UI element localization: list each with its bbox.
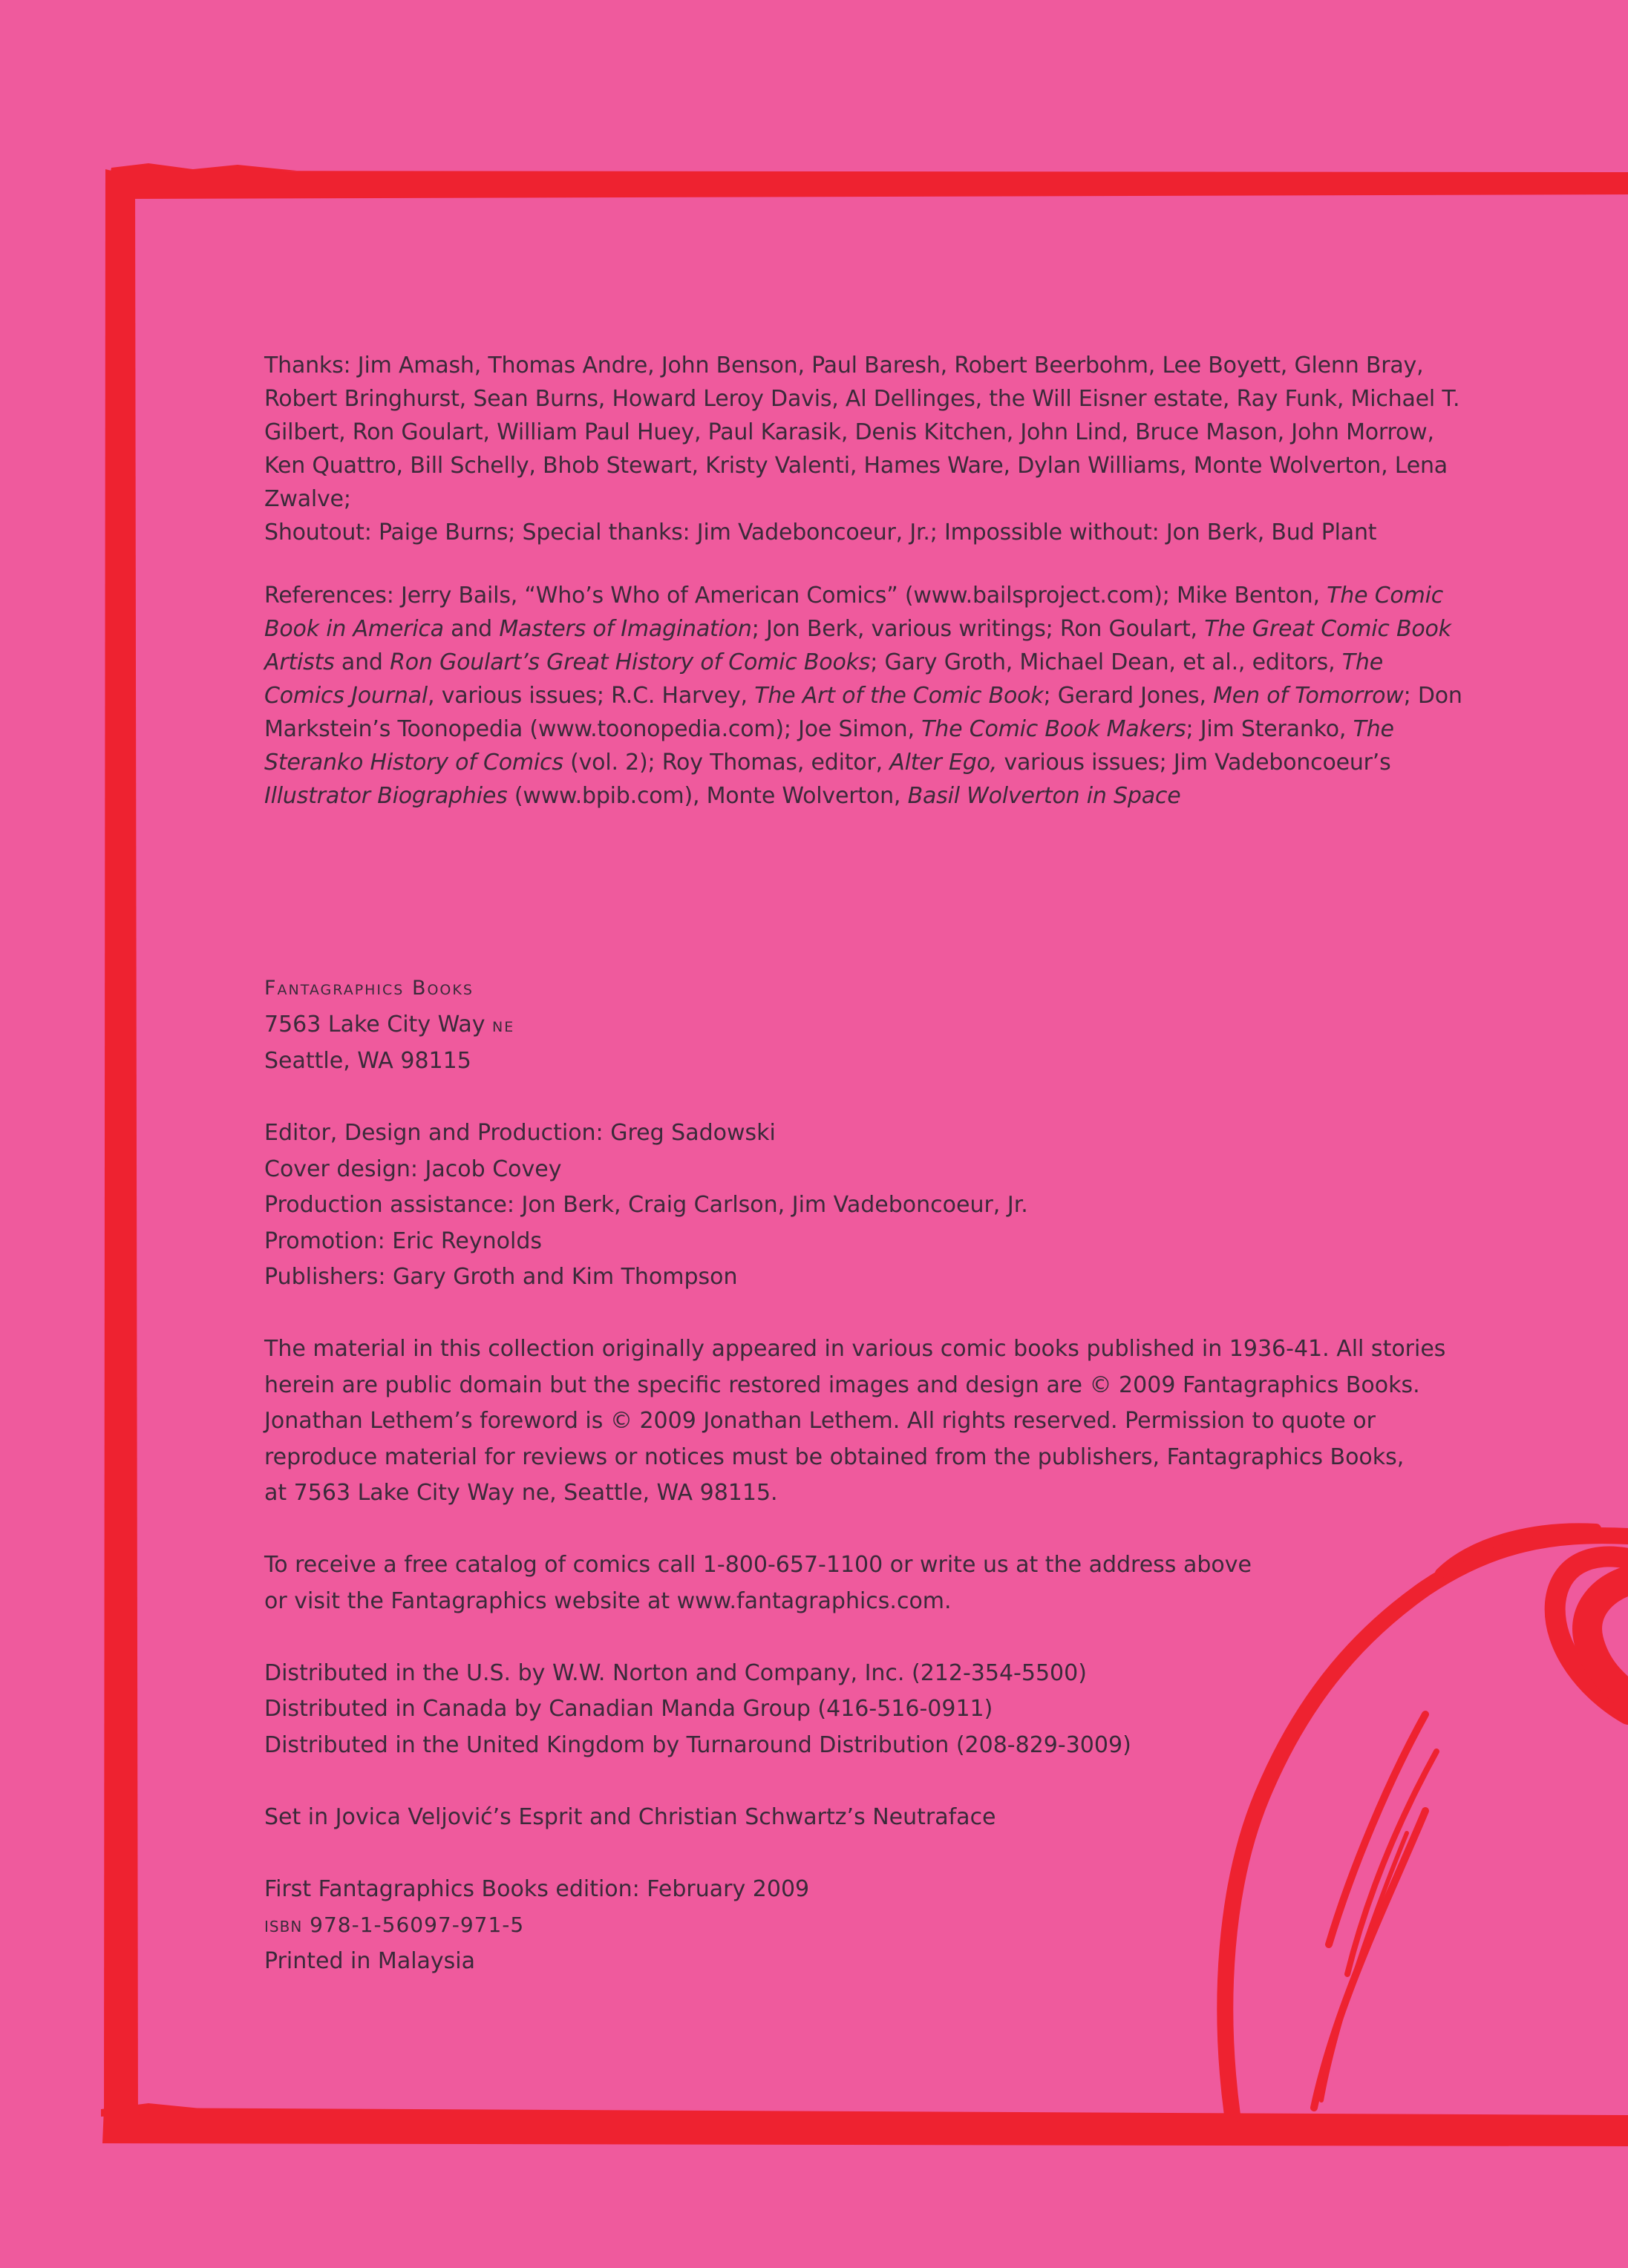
reference-title: The Comics Journal <box>264 649 1383 709</box>
publisher-address-line2: Seattle, WA 98115 <box>264 1048 471 1074</box>
credit-line: Editor, Design and Production: Greg Sadowski <box>264 1120 776 1146</box>
colophon-section <box>264 971 1467 1979</box>
printed-in: Printed in Malaysia <box>264 1947 476 1974</box>
reference-text: ; Don Markstein’s Toonopedia (www.toonopedia.com); Joe Simon, <box>264 683 1462 742</box>
reference-text: (www.bpib.com), Monte Wolverton, <box>507 783 908 809</box>
acknowledgements-section <box>264 349 1467 842</box>
distribution-line: Distributed in the U.S. by W.W. Norton and Company, Inc. (212-354-5500) <box>264 1659 1087 1686</box>
first-edition: First Fantagraphics Books edition: February 2009 <box>264 1875 810 1902</box>
reference-title: Alter Ego, <box>889 750 998 776</box>
copyright-line: at 7563 Lake City Way ne, Seattle, WA 98115. <box>264 1480 778 1506</box>
thanks-label: Thanks: <box>264 353 351 378</box>
reference-title: The Comic Book in America <box>264 583 1444 642</box>
shoutout-line: Shoutout: Paige Burns; Special thanks: Jim Vadeboncoeur, Jr.; Impossible without: Jon Berk, Bud Plant <box>264 520 1377 545</box>
copyright-line: reproduce material for reviews or notices must be obtained from the publishers, Fantagraphics Books, <box>264 1443 1405 1470</box>
reference-title: Men of Tomorrow <box>1213 683 1404 709</box>
credit-line: Production assistance: Jon Berk, Craig Carlson, Jim Vadeboncoeur, Jr. <box>264 1192 1028 1218</box>
copyright-line: The material in this collection originally appeared in various comic books published in 1936-41. All stories <box>264 1336 1446 1362</box>
reference-text: and <box>443 616 500 642</box>
reference-text: and <box>334 649 390 675</box>
catalog-line: To receive a free catalog of comics call 1-800-657-1100 or write us at the address above <box>264 1552 1252 1578</box>
reference-title: The Art of the Comic Book <box>754 683 1044 709</box>
reference-text: (vol. 2); Roy Thomas, editor, <box>563 750 890 776</box>
reference-title: Ron Goulart’s Great History of Comic Books <box>390 649 871 675</box>
address-ne: ne <box>492 1013 515 1037</box>
reference-text: , various issues; R.C. Harvey, <box>428 683 755 709</box>
publisher-address-line1: 7563 Lake City Way ne <box>264 1011 515 1038</box>
credit-line: Cover design: Jacob Covey <box>264 1156 562 1182</box>
frame-top-edge <box>110 171 1628 199</box>
credit-line: Promotion: Eric Reynolds <box>264 1228 543 1254</box>
reference-title: The Comic Book Makers <box>921 716 1186 742</box>
reference-text: ; Jim Steranko, <box>1186 716 1353 742</box>
reference-title: The Great Comic Book Artists <box>264 616 1451 675</box>
credit-line: Publishers: Gary Groth and Kim Thompson <box>264 1264 738 1290</box>
isbn: isbn 978-1-56097-971-5 <box>264 1913 525 1937</box>
thanks-names: Jim Amash, Thomas Andre, John Benson, Paul Baresh, Robert Beerbohm, Lee Boyett, Glenn Bray, Robert Bringhurst, Sean Burns, Howard Leroy Davis, Al Dellinges, the Will Eisner estate, Ray Funk, Michael T. Gilbert, Ron Goulart, William Paul Huey, Paul Karasik, Denis Kitchen, John Lind, Bruce Mason, John Morrow, Ken Quattro, Bill Schelly, Bhob Stewart, Kristy Valenti, Hames Ware, Dylan Williams, Monte Wolverton, Lena Zwalve; <box>264 353 1460 512</box>
reference-text: ; Gerard Jones, <box>1043 683 1214 709</box>
references-paragraph <box>264 579 1467 813</box>
reference-title: Illustrator Biographies <box>264 783 508 809</box>
reference-text: ; Gary Groth, Michael Dean, et al., editors, <box>870 649 1342 675</box>
distribution-line: Distributed in Canada by Canadian Manda Group (416-516-0911) <box>264 1696 993 1722</box>
copyright-line: herein are public domain but the specific restored images and design are © 2009 Fantagraphics Books. <box>264 1371 1420 1398</box>
catalog-line: or visit the Fantagraphics website at www.fantagraphics.com. <box>264 1587 952 1614</box>
reference-text: References: Jerry Bails, “Who’s Who of American Comics” (www.bailsproject.com); Mike Benton, <box>264 583 1327 609</box>
distribution-line: Distributed in the United Kingdom by Turnaround Distribution (208-829-3009) <box>264 1731 1131 1758</box>
typeface-credit: Set in Jovica Veljović’s Esprit and Christian Schwartz’s Neutraface <box>264 1803 996 1830</box>
copyright-line: Jonathan Lethem’s foreword is © 2009 Jonathan Lethem. All rights reserved. Permission to quote or <box>264 1408 1376 1434</box>
publisher-name: Fantagraphics Books <box>264 977 474 1000</box>
reference-title: Masters of Imagination <box>499 616 752 642</box>
reference-text: ; Jon Berk, various writings; Ron Goulart, <box>751 616 1205 642</box>
reference-title: Basil Wolverton in Space <box>907 783 1181 809</box>
thanks-paragraph <box>264 349 1467 549</box>
frame-bottom-edge <box>102 2108 1628 2146</box>
reference-text: various issues; Jim Vadeboncoeur’s <box>997 750 1391 776</box>
reference-title: The Steranko History of Comics <box>264 716 1394 776</box>
frame-left-edge <box>104 169 138 2142</box>
